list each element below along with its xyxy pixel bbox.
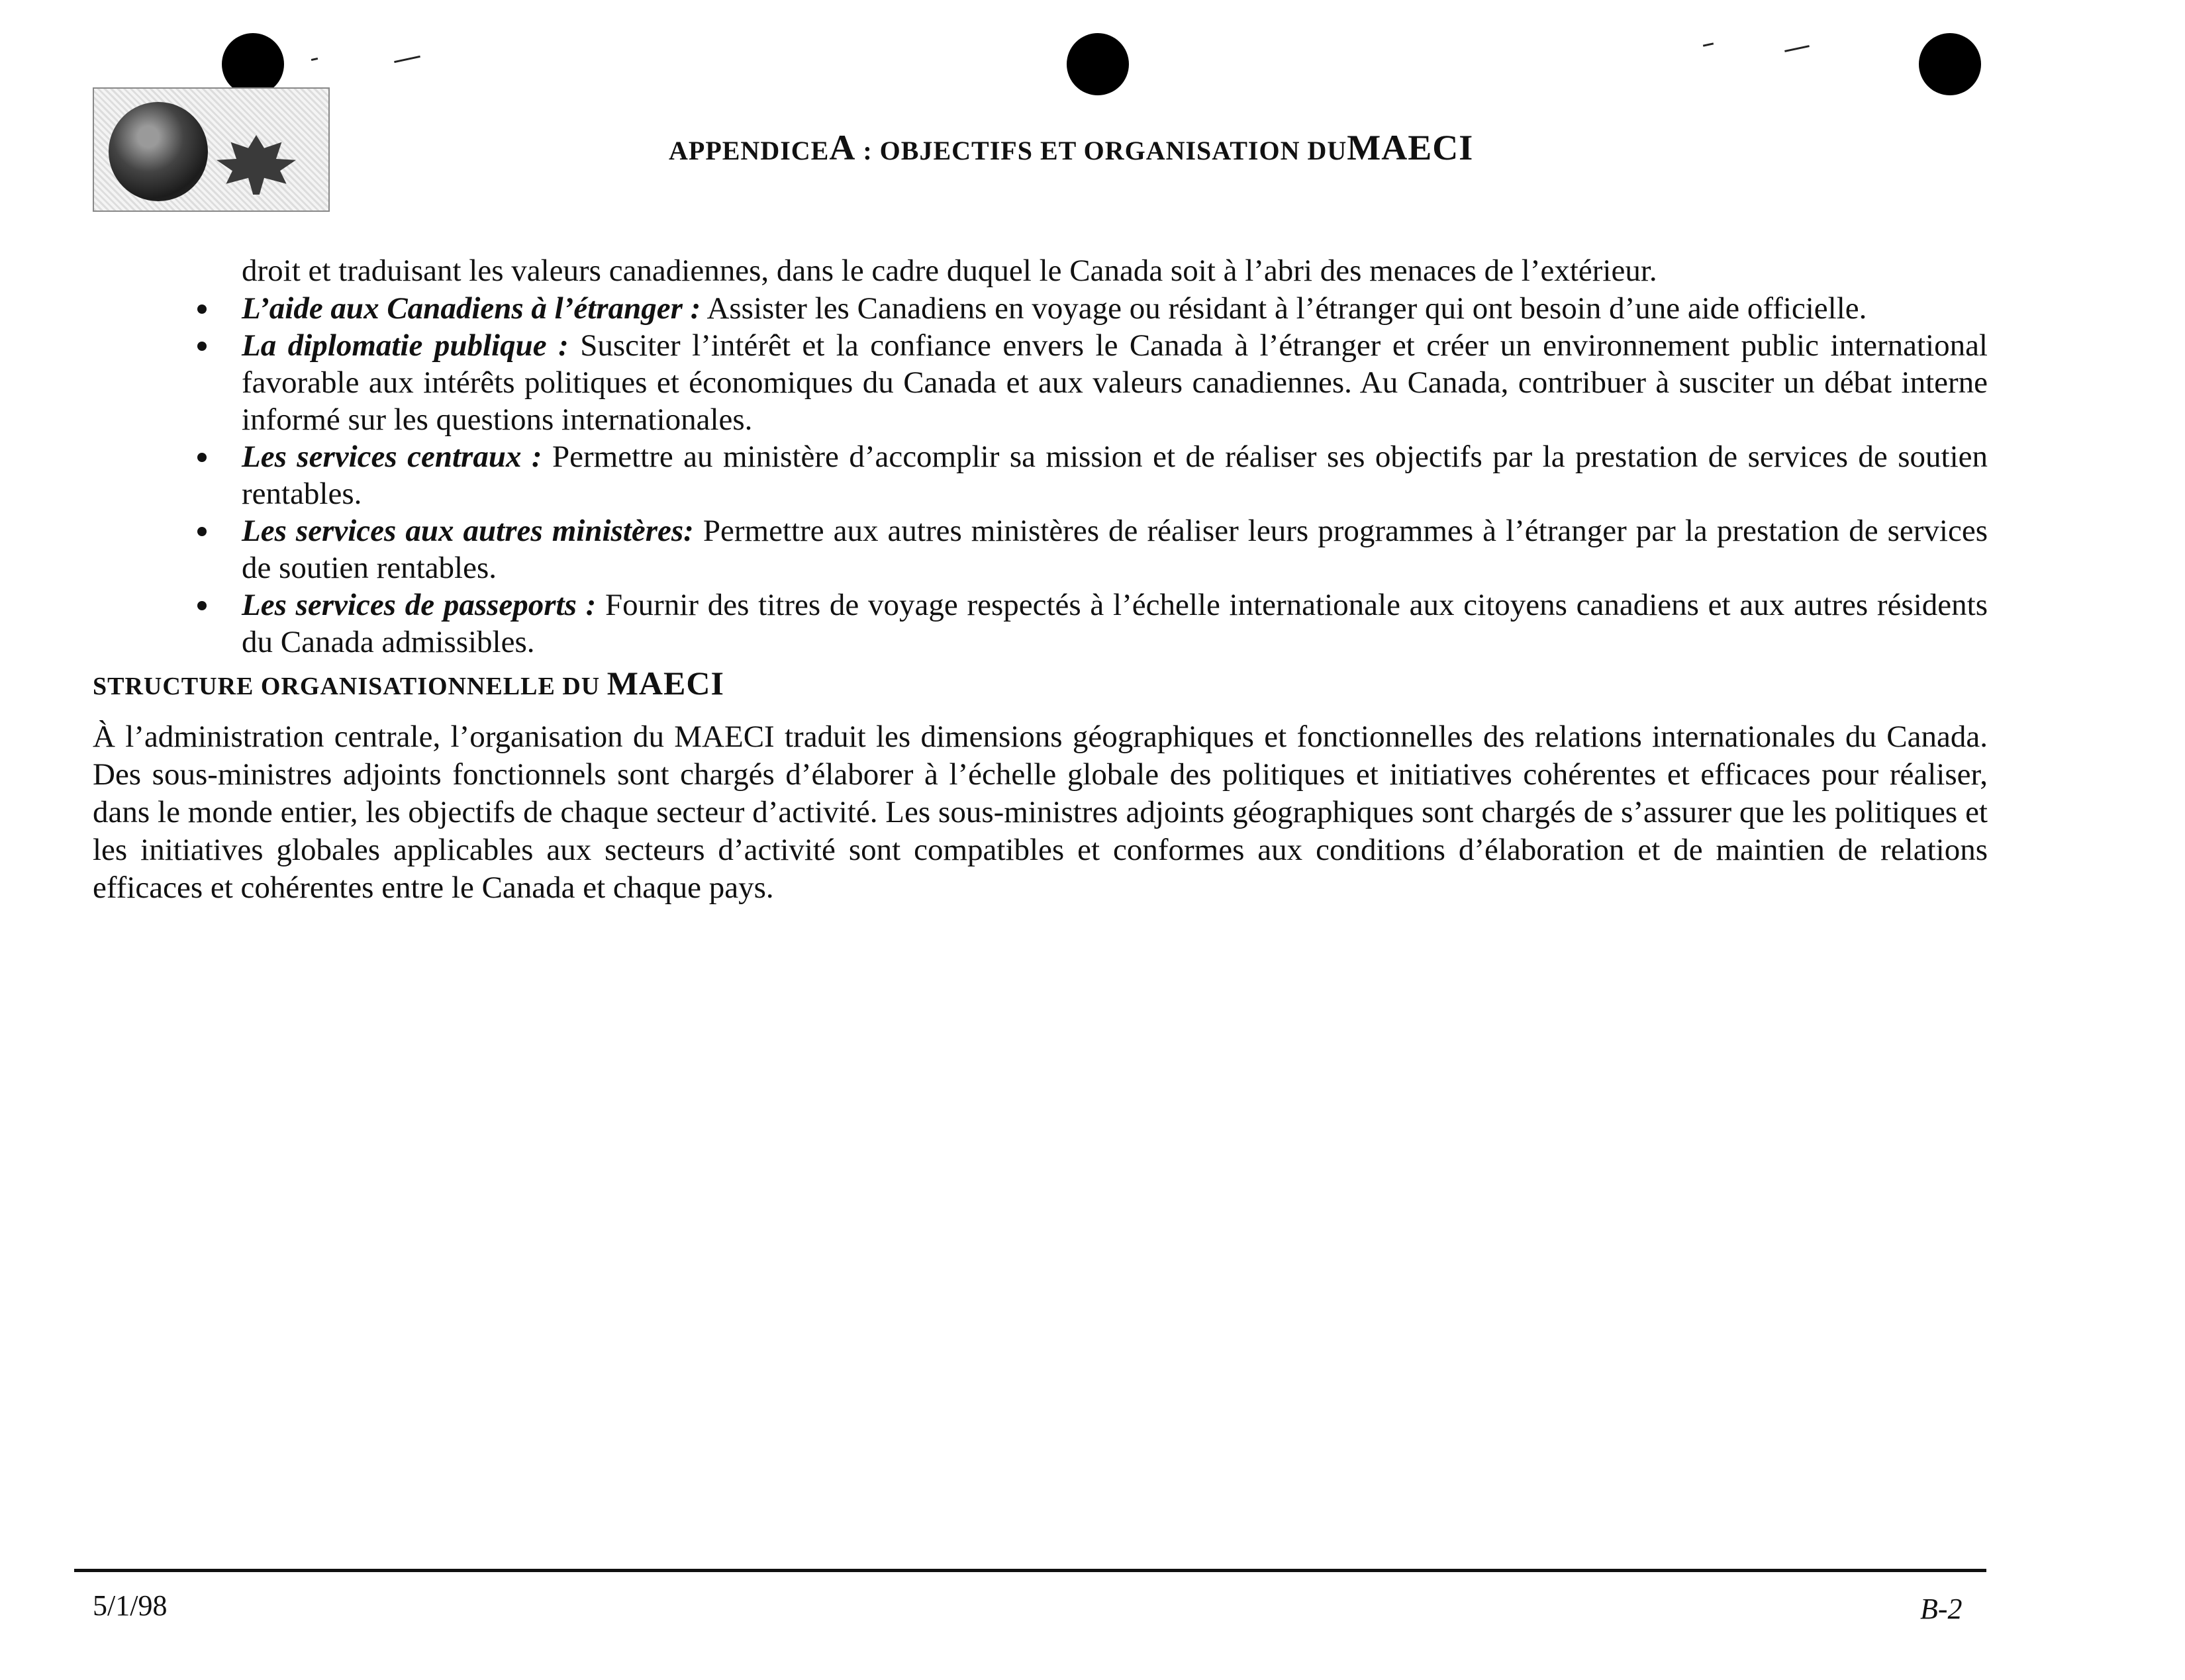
lead-continuation: droit et traduisant les valeurs canadiennes, dans le cadre duquel le Canada soit à l’abri des menaces de l’extérieur. <box>242 254 1657 288</box>
list-item-term: Les services aux autres ministères: <box>242 514 694 548</box>
section-heading-text: STRUCTURE ORGANISATIONNELLE DU <box>93 673 607 700</box>
section-heading-acronym: MAECI <box>607 665 724 702</box>
list-item-aide-canadiens <box>93 290 1988 327</box>
section-heading <box>93 663 1988 706</box>
globe-icon <box>109 102 208 201</box>
footer-date: 5/1/98 <box>93 1589 168 1622</box>
header-acronym: MAECI <box>1347 128 1474 167</box>
maple-leaf-icon <box>217 135 296 195</box>
punch-hole-right <box>1919 33 1981 95</box>
scan-speck <box>1784 45 1810 52</box>
list-item-diplomatie-publique <box>93 327 1988 438</box>
appendix-word: APPENDICE <box>669 136 830 165</box>
department-logo <box>93 87 330 212</box>
footer-rule <box>74 1569 1986 1572</box>
list-item-services-autres-ministeres <box>93 512 1988 586</box>
page-body <box>93 252 1988 907</box>
header-separator: : <box>855 136 880 165</box>
list-item-text: Susciter l’intérêt et la confiance envers le Canada à l’étranger et créer un environnement public international favorable aux intérêts politiques et économiques du Canada et aux valeurs canadiennes. Au Canada, contribuer à susciter un débat interne informé sur les questions internationales. <box>242 328 1988 437</box>
list-item-term: Les services de passeports : <box>242 588 597 622</box>
page-number: B-2 <box>1920 1593 1963 1625</box>
punch-hole-center <box>1067 33 1129 95</box>
list-item-text: Permettre aux autres ministères de réaliser leurs programmes à l’étranger par la prestation de services de soutien rentables. <box>242 514 1988 585</box>
scan-speck <box>394 56 420 63</box>
header-title-text: OBJECTIFS ET ORGANISATION DU <box>879 136 1347 165</box>
running-header <box>669 127 1473 168</box>
punch-hole-left <box>222 33 284 95</box>
scan-speck <box>1703 42 1714 46</box>
section-paragraph: À l’administration centrale, l’organisation du MAECI traduit les dimensions géographiques et fonctionnelles des relations internationales du Canada. Des sous-ministres adjoints fonctionnels sont chargés d’élaborer à l’échelle globale des politiques et initiatives cohérentes et efficaces pour réaliser, dans le monde entier, les objectifs de chaque secteur d’activité. Les sous-ministres adjoints géographiques sont chargés de s’assurer que les politiques et les initiatives globales applicables aux secteurs d’activité sont compatibles et conformes aux conditions d’élaboration et de maintien de relations efficaces et cohérentes entre le Canada et chaque pays. <box>93 720 1988 905</box>
list-item-term: L’aide aux Canadiens à l’étranger : <box>242 291 701 326</box>
list-item-services-passeports <box>93 586 1988 661</box>
list-item-term: Les services centraux : <box>242 440 542 474</box>
list-item-text: Permettre au ministère d’accomplir sa mission et de réaliser ses objectifs par la prestation de services de soutien rentables. <box>242 440 1988 511</box>
objectives-list <box>93 290 1988 661</box>
scan-speck <box>311 58 318 61</box>
list-item-text: Fournir des titres de voyage respectés à l’échelle internationale aux citoyens canadiens et aux autres résidents du Canada admissibles. <box>242 588 1988 659</box>
list-item-text: Assister les Canadiens en voyage ou résidant à l’étranger qui ont besoin d’une aide officielle. <box>701 291 1867 326</box>
appendix-letter: A <box>829 128 856 167</box>
list-item-term: La diplomatie publique : <box>242 328 569 363</box>
list-item-services-centraux <box>93 438 1988 512</box>
